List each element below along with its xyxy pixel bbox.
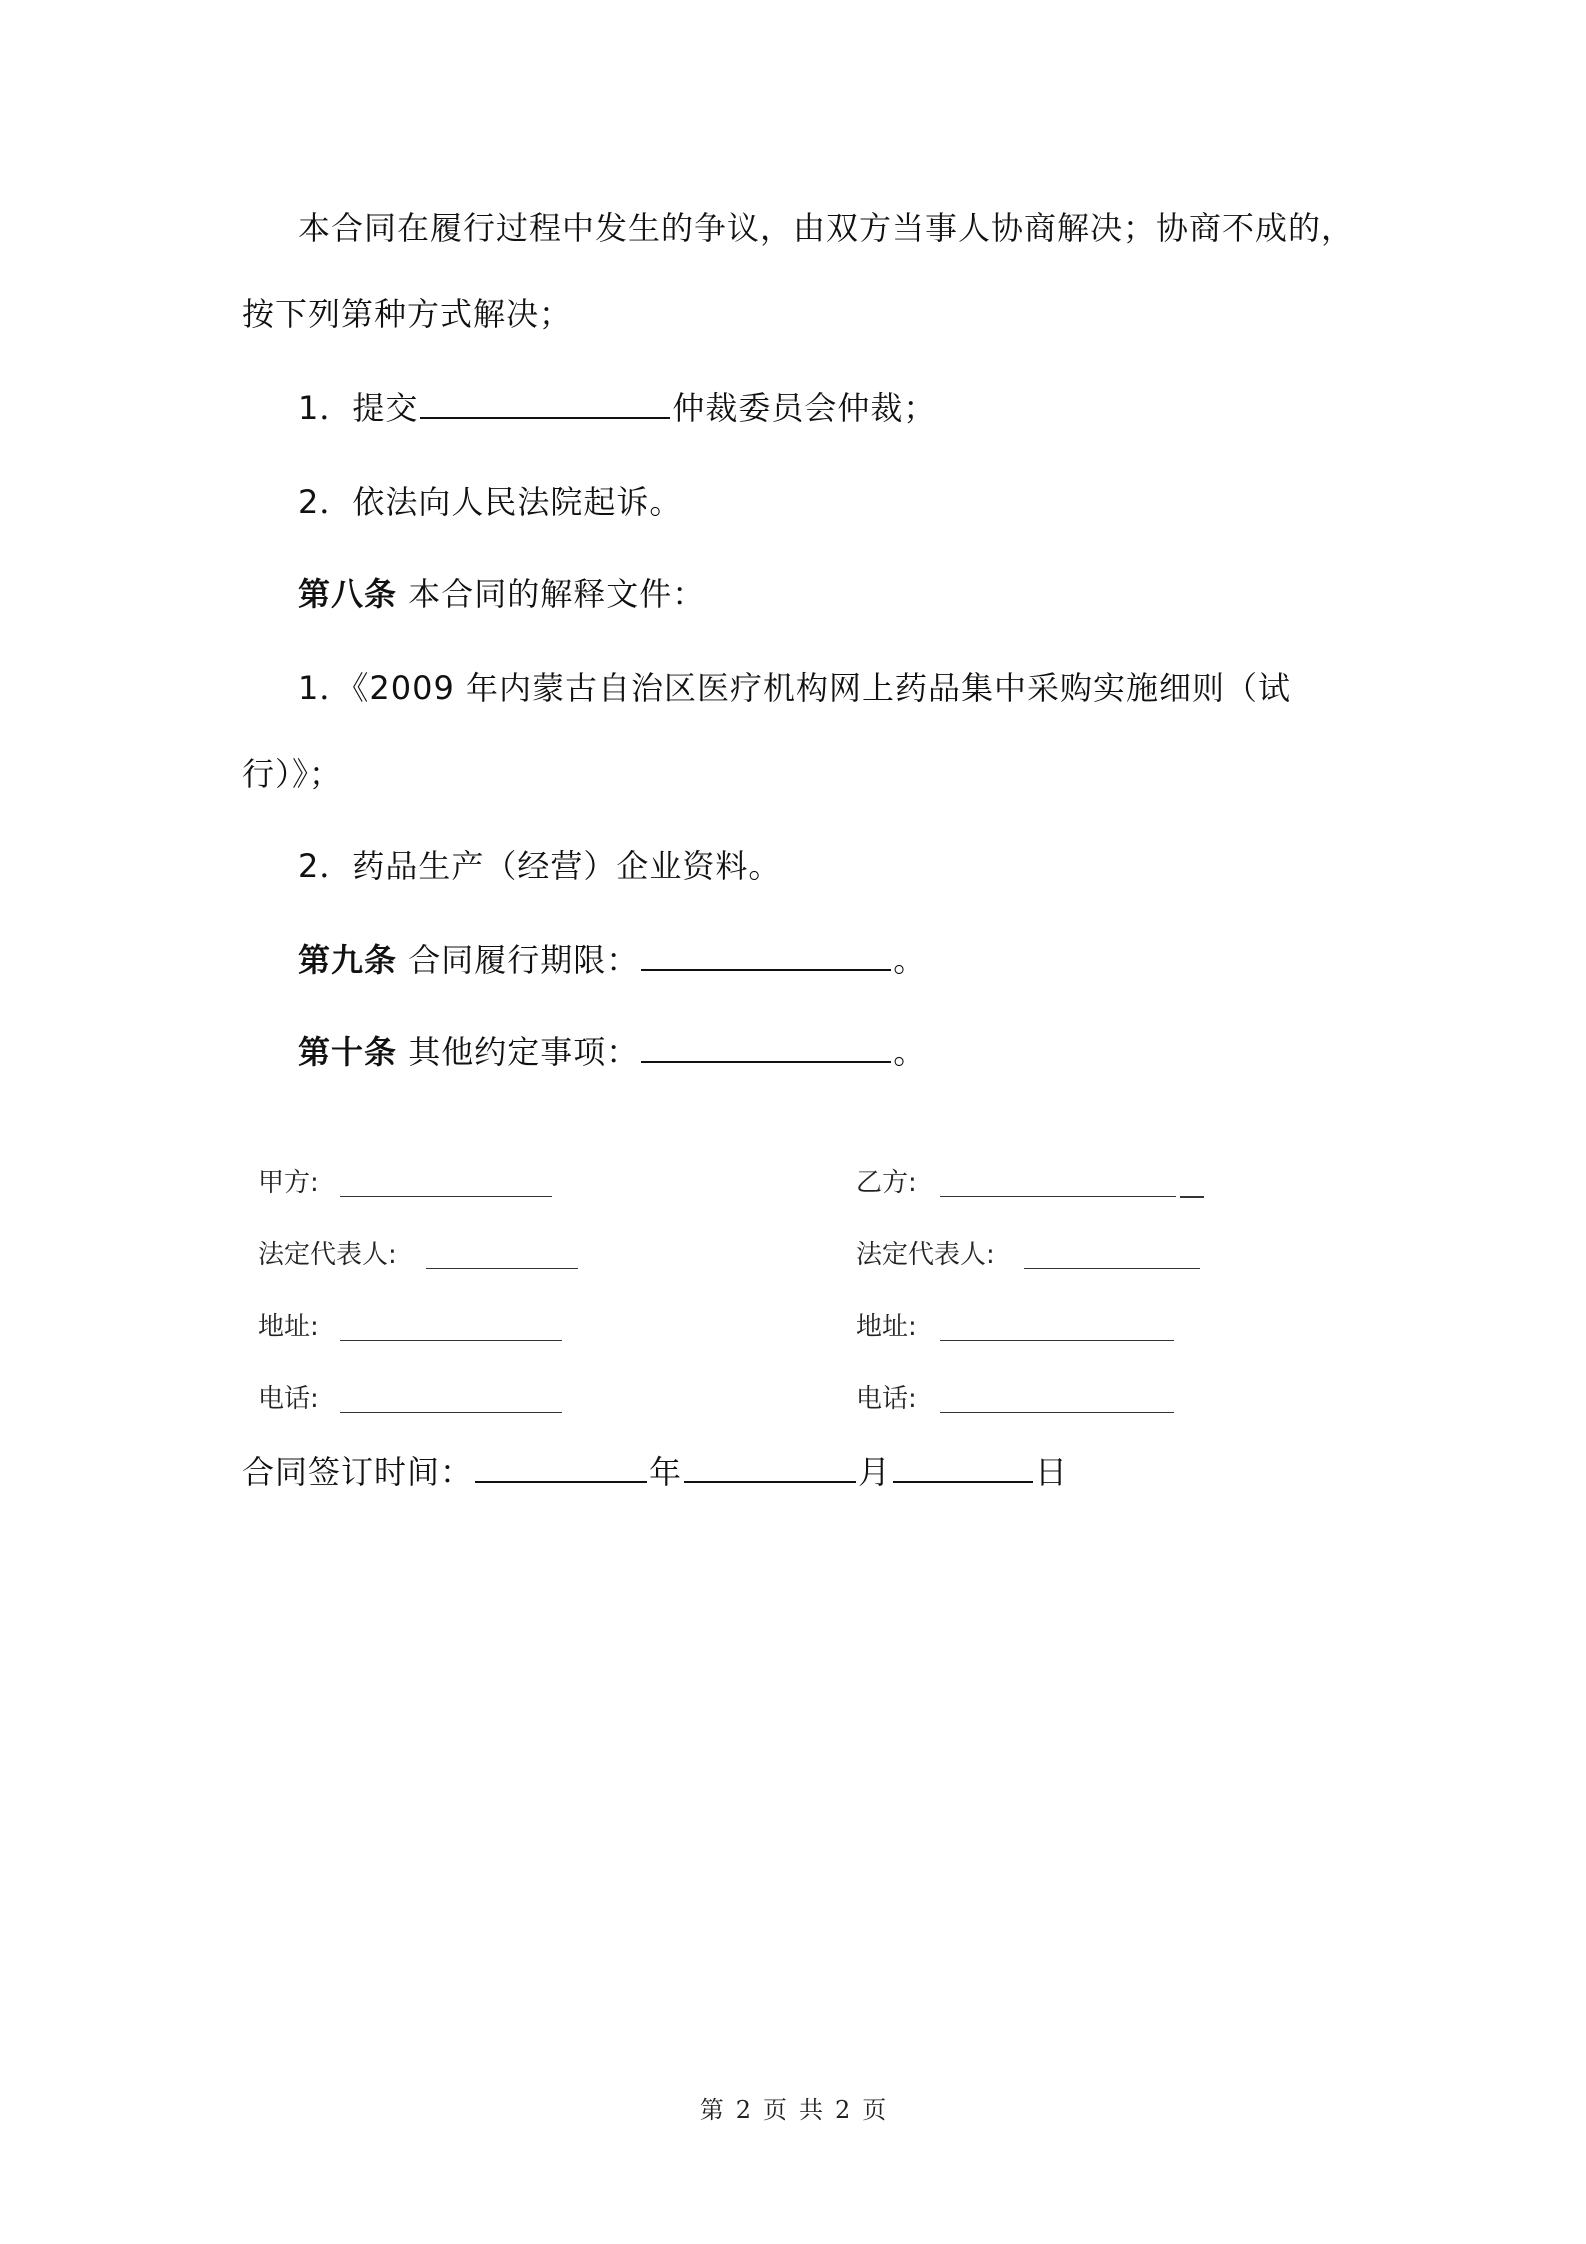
signing-month-blank[interactable] [684,1455,856,1483]
option-1-prefix: 1．提交 [298,389,419,427]
article-8 [298,574,705,614]
signing-date-label: 合同签订时间： [242,1453,474,1491]
phone-b-blank[interactable] [940,1412,1174,1413]
dispute-text-2: 按下列第种方式解决； [242,295,573,333]
article-8-text: 本合同的解释文件： [408,575,706,613]
party-a-blank[interactable] [340,1196,552,1197]
article-9-end: 。 [893,941,927,979]
footer-label-3: 共 [799,2096,823,2124]
doc-1-line1 [298,668,1291,708]
phone-b-label: 电话: [856,1384,917,1414]
dispute-paragraph-line1 [298,208,1354,248]
phone-a-blank[interactable] [340,1412,562,1413]
dispute-paragraph-line2 [242,294,572,334]
article-10-text: 其他约定事项： [408,1033,640,1071]
address-a-label: 地址: [258,1312,319,1342]
dispute-text-1: 本合同在履行过程中发生的争议，由双方当事人协商解决；协商不成的， [298,209,1355,247]
doc-1-text-2: 行）》； [242,755,343,793]
legal-rep-b-blank[interactable] [1024,1268,1200,1269]
footer-label-1: 第 [699,2096,724,2124]
article-9-title: 第九条 [298,941,398,979]
legal-rep-a-label: 法定代表人: [258,1240,397,1270]
other-matters-blank[interactable] [641,1035,891,1063]
arbitration-blank[interactable] [420,391,670,419]
article-10 [298,1032,926,1072]
doc-1-line2 [242,754,342,794]
article-9 [298,940,926,980]
doc-2-text: 2．药品生产（经营）企业资料。 [298,847,782,885]
article-10-end: 。 [893,1033,927,1071]
article-8-title: 第八条 [298,575,398,613]
footer-page-current: 2 [735,2096,751,2124]
doc-1-text-1: 1．《2009 年内蒙古自治区医疗机构网上药品集中采购实施细则（试 [298,669,1291,707]
signing-year-label: 年 [649,1453,683,1491]
address-a-blank[interactable] [340,1340,562,1341]
doc-2 [298,846,781,886]
footer-label-2: 页 [763,2096,787,2124]
signing-day-label: 日 [1035,1453,1069,1491]
performance-period-blank[interactable] [641,943,891,971]
signing-year-blank[interactable] [475,1455,647,1483]
page-footer [0,2090,1586,2125]
address-b-blank[interactable] [940,1340,1174,1341]
phone-a-label: 电话: [258,1384,319,1414]
article-9-text: 合同履行期限： [408,941,640,979]
article-10-title: 第十条 [298,1033,398,1071]
option-2-text: 2．依法向人民法院起诉。 [298,483,683,521]
signing-date [242,1452,1068,1492]
footer-page-total: 2 [835,2096,851,2124]
signing-month-label: 月 [858,1453,892,1491]
option-2 [298,482,682,522]
party-b-blank-extra [1180,1196,1204,1198]
party-a-label: 甲方: [258,1168,319,1198]
address-b-label: 地址: [856,1312,917,1342]
party-b-label: 乙方: [856,1168,917,1198]
party-b-blank[interactable] [940,1196,1176,1197]
option-1-suffix: 仲裁委员会仲裁； [672,389,937,427]
legal-rep-a-blank[interactable] [426,1268,578,1269]
legal-rep-b-label: 法定代表人: [856,1240,995,1270]
option-1 [298,388,936,428]
footer-label-4: 页 [862,2096,887,2124]
signing-day-blank[interactable] [893,1455,1033,1483]
